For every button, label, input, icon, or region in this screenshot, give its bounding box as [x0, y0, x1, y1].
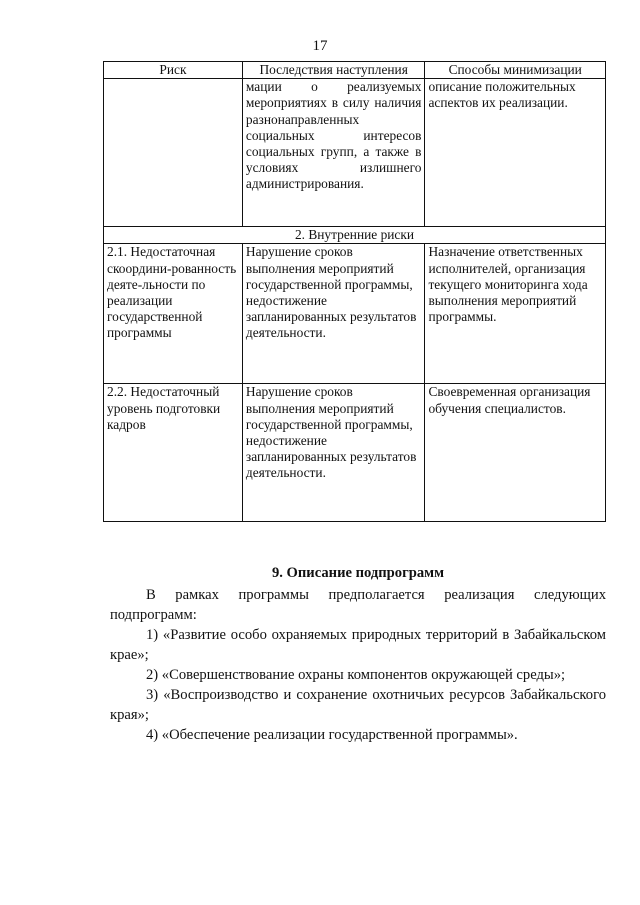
section-subprograms: [110, 563, 606, 745]
cell-consequence-continued: [242, 79, 425, 227]
section-heading-internal-risks: 2. Внутренние риски: [104, 227, 606, 244]
cell-consequence: Нарушение сроков выполнения мероприятий государственной программы, недостижение запланированных результатов деятельности.: [242, 384, 425, 522]
section-title: 9. Описание подпрограмм: [271, 565, 445, 581]
section-intro: В рамках программы предполагается реализация следующих подпрограмм:: [110, 587, 606, 623]
table-row: [104, 384, 606, 522]
subprogram-item: 4) «Обеспечение реализации государственной программы».: [146, 727, 518, 743]
risk-table: [103, 61, 606, 522]
cell-risk: 2.2. Недостаточный уровень подготовки кадров: [104, 384, 243, 522]
cell-mitigation: Своевременная организация обучения специалистов.: [425, 384, 606, 522]
cell-risk-continued: [104, 79, 243, 227]
cell-consequence: Нарушение сроков выполнения мероприятий государственной программы, недостижение запланированных результатов деятельности.: [242, 244, 425, 384]
header-consequence: Последствия наступления: [242, 62, 425, 79]
cell-risk: 2.1. Недостаточная скоордини-рованность деяте-льности по реализации государственной программы: [104, 244, 243, 384]
table-row-continued: [104, 79, 606, 227]
subprogram-item: 2) «Совершенствование охраны компонентов окружающей среды»;: [146, 667, 566, 683]
header-risk: Риск: [104, 62, 243, 79]
table-header-row: [104, 62, 606, 79]
header-mitigation: Способы минимизации: [425, 62, 606, 79]
table-section-row: [104, 227, 606, 244]
subprogram-item: 1) «Развитие особо охраняемых природных территорий в Забайкальском крае»;: [110, 627, 606, 663]
subprogram-item: 3) «Воспроизводство и сохранение охотничьих ресурсов Забайкальского края»;: [110, 687, 606, 723]
mitigation-text: описание положительных аспектов их реализации.: [428, 79, 576, 111]
page-number: 17: [312, 38, 328, 54]
consequence-text: мации о реализуемых мероприятиях в силу наличия разнонаправленных социальных интересов социальных групп, а также в условиях излишнего администрирования.: [245, 79, 422, 192]
table-row: [104, 244, 606, 384]
cell-mitigation: Назначение ответственных исполнителей, организация текущего мониторинга хода выполнения мероприятий программы.: [425, 244, 606, 384]
cell-mitigation-continued: [425, 79, 606, 227]
